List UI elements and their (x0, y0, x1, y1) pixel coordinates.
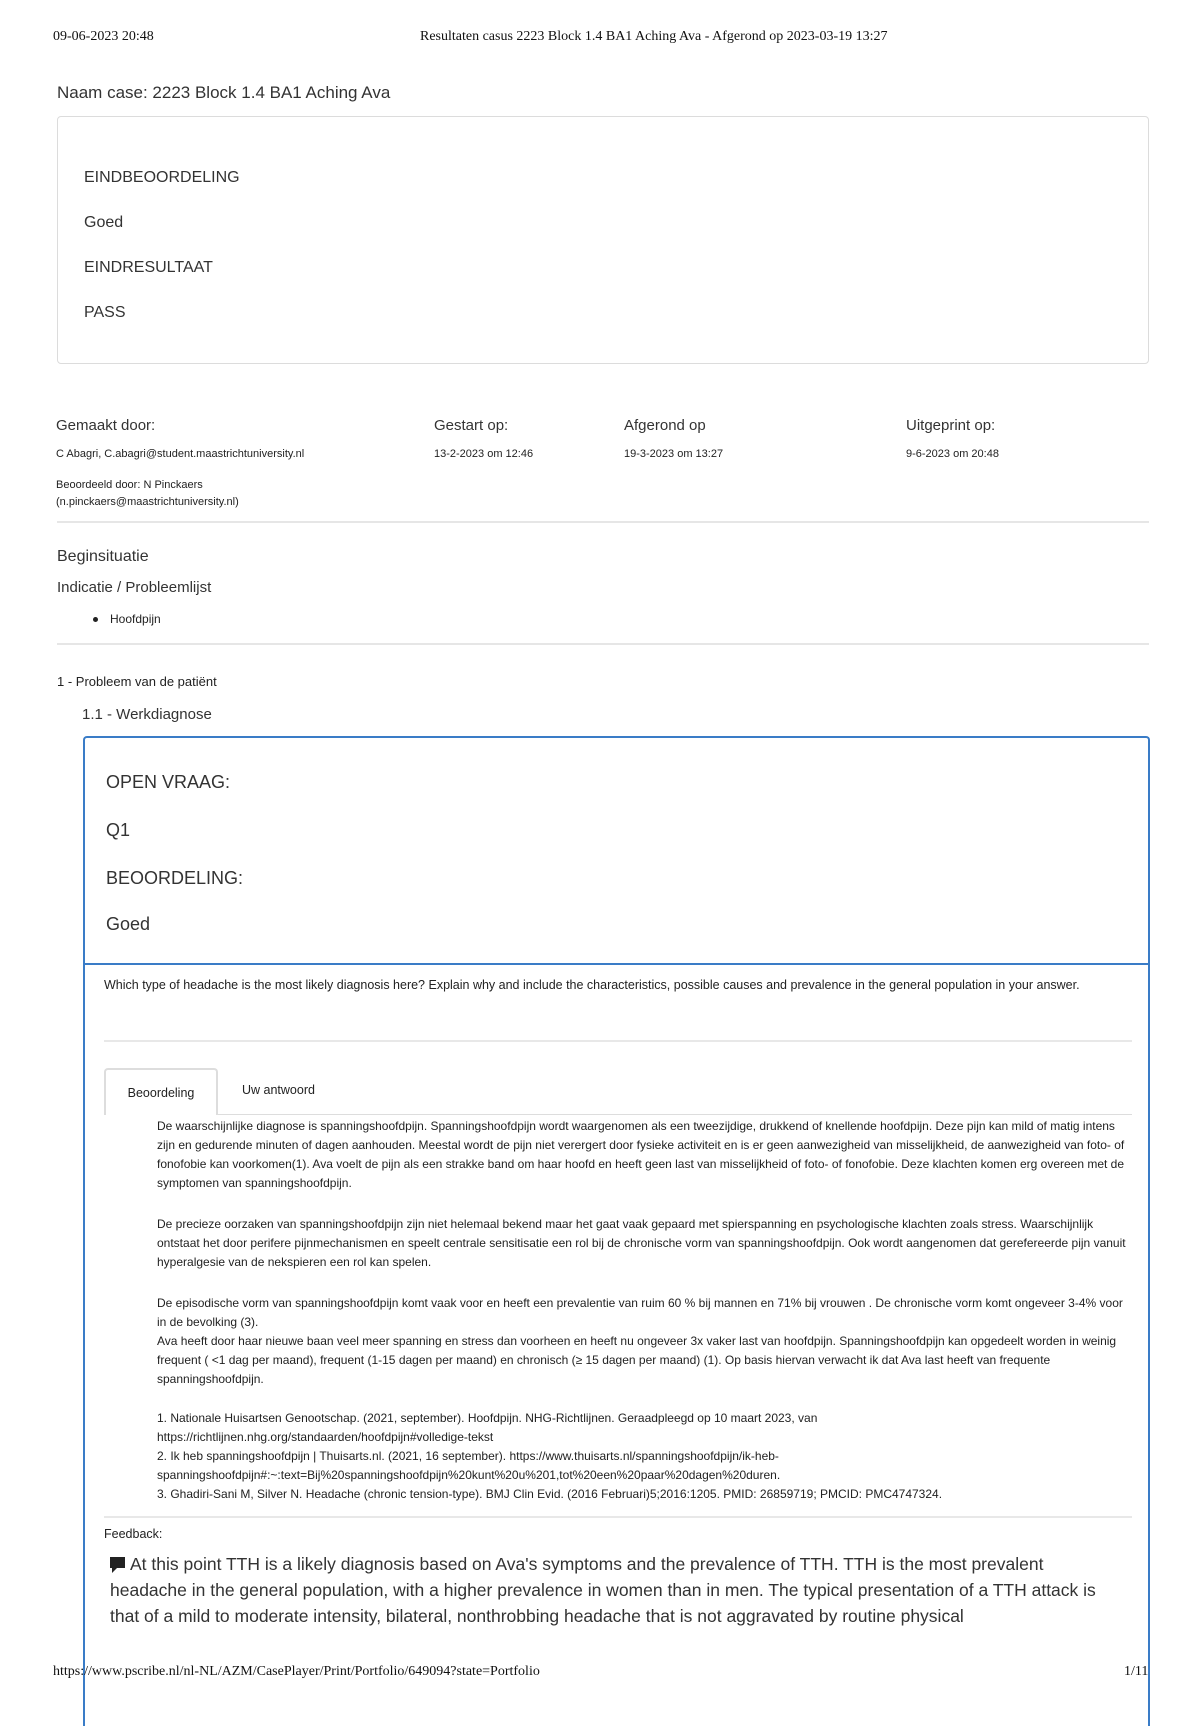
bullet-icon (93, 617, 98, 622)
started-value: 13-2-2023 om 12:46 (434, 448, 534, 460)
open-question-label: OPEN VRAAG: (106, 772, 231, 792)
question-text: Which type of headache is the most likely diagnosis here? Explain why and include the characteristics, possible causes and prevalence in the general population in your answer. (104, 978, 1080, 992)
question-subsection-title: 1.1 - Werkdiagnose (82, 706, 212, 723)
final-result-panel (57, 116, 1149, 364)
divider (57, 643, 1149, 645)
completed-label: Afgerond op (624, 417, 706, 434)
answer-paragraph (157, 1294, 1127, 1389)
question-id: Q1 (106, 820, 131, 840)
completed-value: 19-3-2023 om 13:27 (624, 448, 724, 460)
reference-item: 1. Nationale Huisartsen Genootschap. (2021, september). Hoofdpijn. NHG-Richtlijnen. Geraadpleegd op 10 maart 2023, van https://richtlijnen.nhg.org/standaarden/hoofdpijn#volledige-tekst (157, 1411, 818, 1444)
answer-text: De precieze oorzaken van spanningshoofdpijn zijn niet helemaal bekend maar het gaat vaak gepaard met spierspanning en psychologische klachten zoals stress. Waarschijnlijk ontstaat het door perifere pijnmechanismen en speelt centrale sensitisatie een rol bij de chronische vorm van spanningshoofdpijn. Ook wordt aangenomen dat gerefereerde pijn vanuit hyperalgesie van de nekspieren een rol kan spelen. (157, 1217, 1126, 1269)
grade-value: Goed (106, 914, 151, 934)
print-datetime: 09-06-2023 20:48 (53, 29, 154, 44)
feedback-text: At this point TTH is a likely diagnosis based on Ava's symptoms and the prevalence of TTH. TTH is the most prevalent headache in the general population, with a higher prevalence in women than in men. The typical presentation of a TTH attack is that of a mild to moderate intensity, bilateral, nonthrobbing headache that is not aggravated by routine physical (110, 1554, 1096, 1626)
assessed-by-line2: (n.pinckaers@maastrichtuniversity.nl) (56, 496, 239, 508)
initial-situation-title: Beginsituatie (57, 548, 149, 565)
final-result-value: PASS (84, 304, 126, 321)
comment-icon (110, 1557, 125, 1568)
final-assessment-value: Goed (84, 214, 124, 231)
tab-beoordeling[interactable]: Beoordeling (104, 1068, 218, 1115)
divider (104, 1516, 1132, 1518)
made-by-value: C Abagri, C.abagri@student.maastrichtuniversity.nl (56, 448, 305, 460)
final-result-label: EINDRESULTAAT (84, 259, 213, 276)
answer-paragraph (157, 1117, 1127, 1193)
problem-list-item: Hoofdpijn (110, 612, 161, 626)
answer-text: De episodische vorm van spanningshoofdpijn komt vaak voor en heeft een prevalentie van ruim 60 % bij mannen en 71% bij vrouwen . De chronische vorm komt ongeveer 3-4% voor in de bevolking (3). (157, 1296, 1123, 1329)
answer-text: Ava heeft door haar nieuwe baan veel meer spanning en stress dan voorheen en heeft nu ongeveer 3x vaker last van hoofdpijn. Spanningshoofdpijn kan opgedeelt worden in weinig frequent ( <1 dag per maand), frequent (1-15 dagen per maand) en chronisch (≥ 15 dagen per maand) (1). Op basis hiervan verwacht ik dat Ava last heeft van frequente spanningshoofdpijn. (157, 1334, 1117, 1386)
made-by-label: Gemaakt door: (56, 417, 156, 434)
question-header-divider (83, 963, 1150, 965)
tab-uw-antwoord[interactable]: Uw antwoord (242, 1083, 315, 1097)
references (157, 1409, 1127, 1504)
feedback-label: Feedback: (104, 1527, 163, 1541)
reference-item: 2. Ik heb spanningshoofdpijn | Thuisarts.nl. (2021, 16 september). https://www.thuisarts.nl/spanningshoofdpijn/ik-heb-spanningshoofdpijn#:~:text=Bij%20spanningshoofdpijn%20kunt%20u%201,tot%20een%20paar%20dagen%20duren. (157, 1449, 781, 1482)
question-section-title: 1 - Probleem van de patiënt (57, 674, 217, 689)
started-label: Gestart op: (434, 417, 509, 434)
final-assessment-label: EINDBEOORDELING (84, 169, 240, 186)
case-title: Naam case: 2223 Block 1.4 BA1 Aching Ava (57, 83, 391, 102)
assessed-by-line1: Beoordeeld door: N Pinckaers (56, 479, 203, 491)
tab-underline (218, 1114, 1132, 1115)
printed-value: 9-6-2023 om 20:48 (906, 448, 999, 460)
print-url: https://www.pscribe.nl/nl-NL/AZM/CasePlayer/Print/Portfolio/649094?state=Portfolio (53, 1664, 540, 1679)
feedback-content (110, 1551, 1120, 1629)
print-title: Resultaten casus 2223 Block 1.4 BA1 Aching Ava - Afgerond op 2023-03-19 13:27 (420, 29, 888, 44)
divider (104, 1040, 1132, 1042)
divider (57, 521, 1149, 523)
reference-item: 3. Ghadiri-Sani M, Silver N. Headache (chronic tension-type). BMJ Clin Evid. (2016 Februari)5;2016:1205. PMID: 26859719; PMCID: PMC4747324. (157, 1487, 943, 1501)
indication-label: Indicatie / Probleemlijst (57, 579, 212, 596)
grade-label: BEOORDELING: (106, 868, 244, 888)
answer-text: De waarschijnlijke diagnose is spanningshoofdpijn. Spanningshoofdpijn wordt waargenomen als een tweezijdige, drukkend of knellende hoofdpijn. Deze pijn kan mild of matig intens zijn en gedurende minuten of dagen aanhouden. Meestal wordt de pijn niet verergert door fysieke activiteit en is er geen aanwezigheid van misselijkheid, de aanwezigheid van foto- of fonofobie kan voorkomen(1). Ava voelt de pijn als een strakke band om haar hoofd en heeft geen last van misselijkheid of foto- of fonofobie. Deze klachten komen erg overeen met de symptomen van spanningshoofdpijn. (157, 1119, 1125, 1190)
printed-label: Uitgeprint op: (906, 417, 996, 434)
page-number: 1/11 (1124, 1664, 1149, 1679)
answer-paragraph (157, 1215, 1127, 1272)
